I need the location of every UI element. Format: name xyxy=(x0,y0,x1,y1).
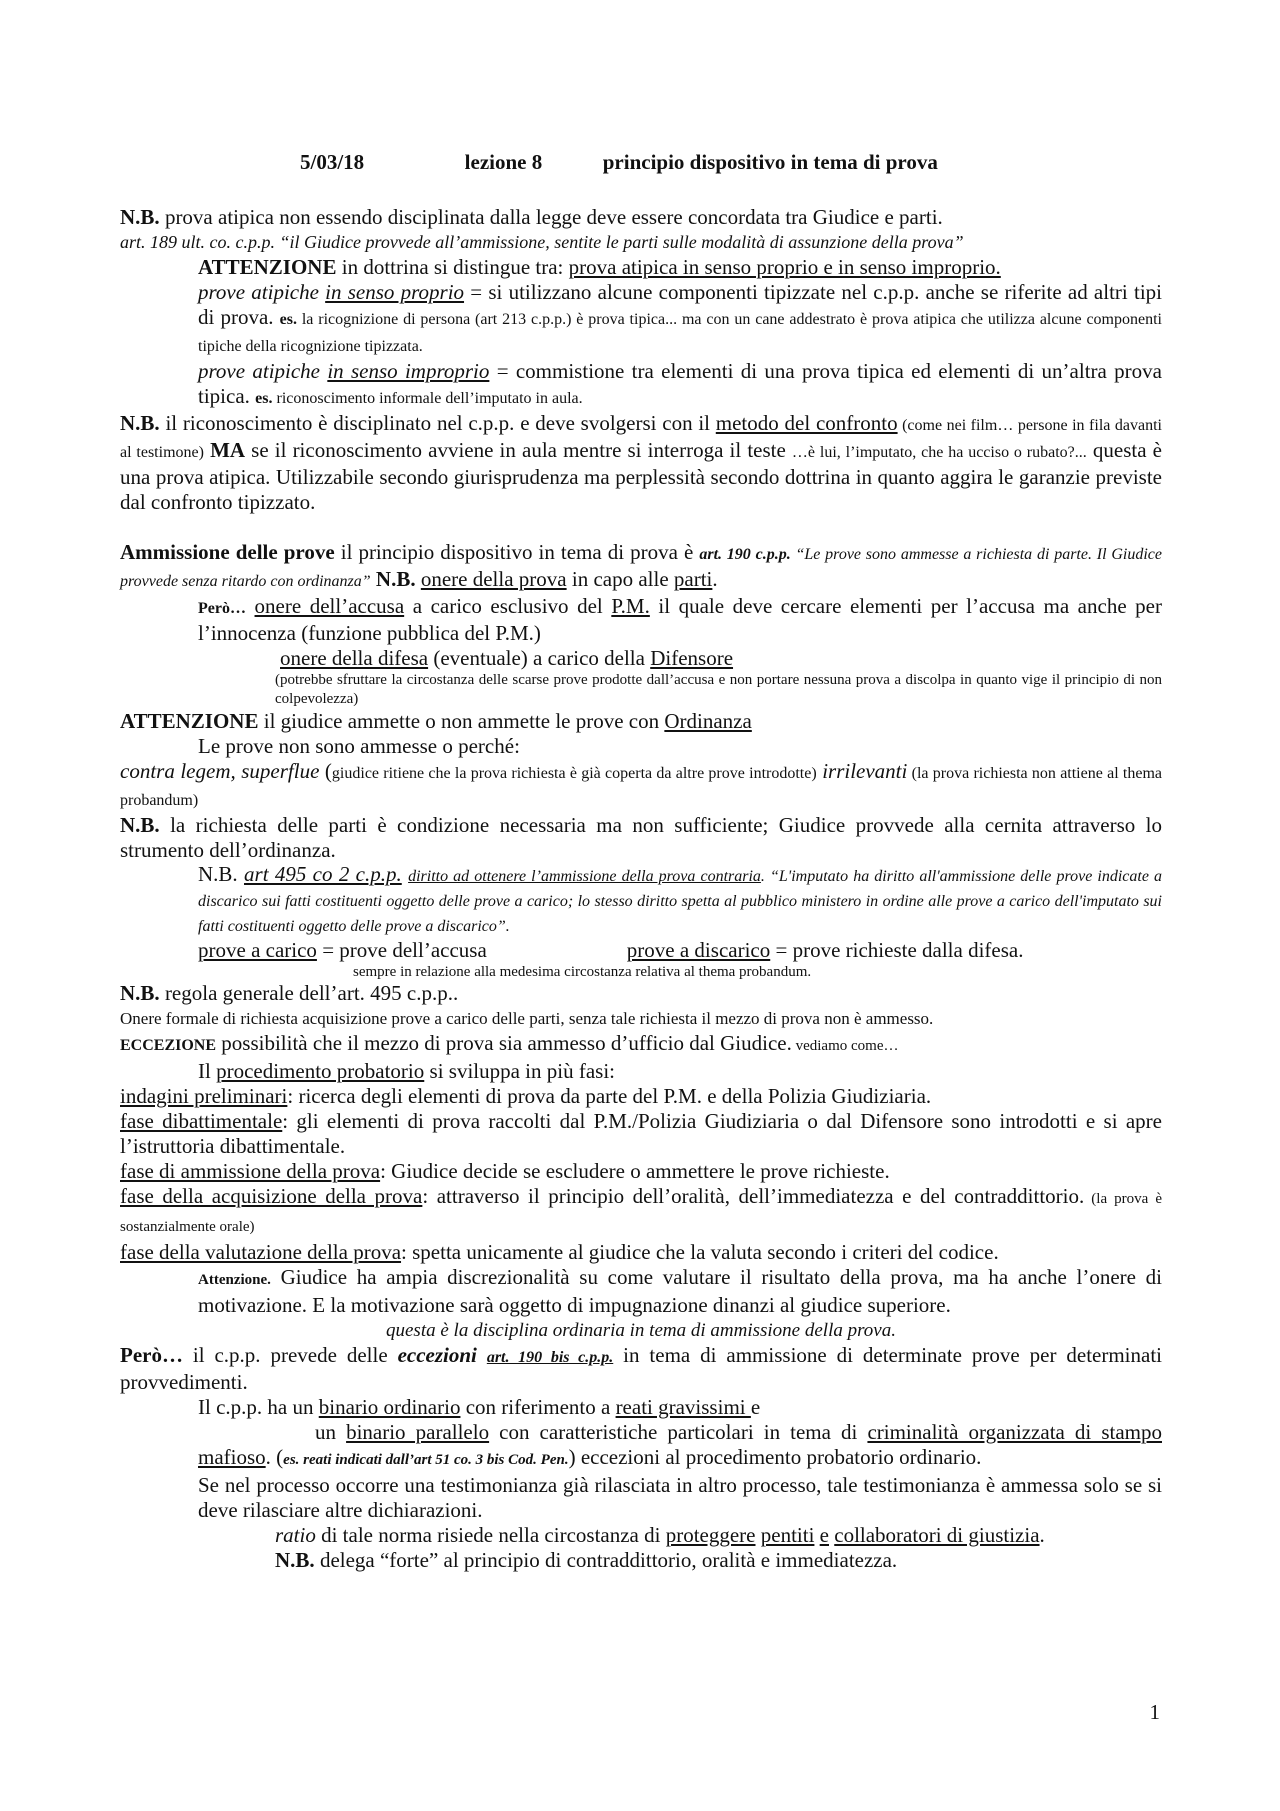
text: di tale norma risiede nella circostanza di xyxy=(315,1523,666,1547)
text: “Le prove sono ammesse a richiesta di parte. Il Giudice provvede senza ritardo con ordinanza” xyxy=(120,546,1162,590)
text: (potrebbe sfruttare la circostanza delle scarse prove prodotte dall’accusa e non portare nessuna prova a discolpa in quanto vige il principio di non colpevolezza) xyxy=(275,672,1162,707)
text: prove a discarico xyxy=(626,938,771,962)
text: (come nei film… persone in fila davanti al testimone) xyxy=(120,417,1162,461)
text: MA xyxy=(203,438,246,462)
text: Difensore xyxy=(650,646,734,670)
paragraph xyxy=(120,230,1162,255)
text: il riconoscimento è disciplinato nel c.p.p. e deve svolgersi con il xyxy=(159,411,716,435)
paragraph xyxy=(120,1059,1162,1084)
text: (la prova richiesta non attiene al thema probandum) xyxy=(120,765,1162,809)
text: prove a carico xyxy=(198,938,317,962)
text: prova atipica non essendo disciplinata dalla legge deve essere concordata tra Giudice e parti. xyxy=(159,205,943,229)
text: Onere formale di richiesta acquisizione prove a carico delle parti, senza tale richiesta il mezzo di prova non è ammesso. xyxy=(120,1009,934,1028)
text: questa è la disciplina ordinaria in tema di ammissione della prova. xyxy=(386,1320,896,1341)
text: Le prove non sono ammesse o perché: xyxy=(198,734,520,758)
text: N.B. xyxy=(120,981,160,1005)
paragraph xyxy=(120,1031,1162,1059)
text: questa è una prova atipica. Utilizzabile secondo giurisprudenza ma perplessità secondo dottrina in quanto aggira le garanzie previste dal confronto tipizzato. xyxy=(120,438,1162,514)
text: prove atipiche xyxy=(198,280,326,304)
text: : attraverso il principio dell’oralità, dell’immediatezza e del contraddittorio. xyxy=(422,1184,1085,1208)
paragraph xyxy=(120,411,1162,515)
text: Però… xyxy=(198,600,246,617)
text: …è lui, l’imputato, che ha ucciso o rubato?... xyxy=(791,444,1087,461)
paragraph xyxy=(120,963,1162,981)
text: con caratteristiche particolari in tema di xyxy=(489,1420,868,1444)
text: onere dell’accusa xyxy=(254,594,405,618)
text: in capo alle xyxy=(566,567,674,591)
paragraph xyxy=(120,1420,1162,1473)
text: possibilità che il mezzo di prova sia ammesso d’ufficio dal Giudice. xyxy=(216,1031,792,1055)
paragraph xyxy=(120,863,1162,938)
text: in senso improprio xyxy=(327,359,490,383)
text: ratio xyxy=(275,1523,316,1547)
text: : Giudice decide se escludere o ammettere le prove richieste. xyxy=(380,1159,890,1183)
text: (eventuale) a carico della xyxy=(428,646,651,670)
paragraph xyxy=(120,1318,1162,1343)
text: (la prova è sostanzialmente orale) xyxy=(120,1191,1162,1235)
text: indagini preliminari xyxy=(120,1084,288,1108)
title-date: 5/03/18 xyxy=(300,150,365,174)
paragraph xyxy=(120,734,1162,759)
text: N.B. xyxy=(198,862,245,886)
nb-label: N.B. xyxy=(120,411,160,435)
text: Ordinanza xyxy=(664,709,752,733)
text: parti xyxy=(673,567,713,591)
text: procedimento probatorio xyxy=(216,1059,425,1083)
text: ECCEZIONE xyxy=(120,1037,217,1054)
text: : gli elementi di prova raccolti dal P.M./Polizia Giudiziaria o dal Difensore sono introdotti e si apre l’istruttoria dibattimentale. xyxy=(120,1109,1162,1158)
text: il principio dispositivo in tema di prova è xyxy=(334,540,700,564)
text: la richiesta delle parti è condizione necessaria ma non sufficiente; Giudice provvede alla cernita attraverso lo strumento dell’ordinanza. xyxy=(120,813,1162,862)
paragraph xyxy=(120,1265,1162,1318)
text: ( xyxy=(319,759,332,783)
text: N.B. xyxy=(275,1548,315,1572)
text: regola generale dell’art. 495 c.p.p.. xyxy=(159,981,459,1005)
text: = prove richieste dalla difesa. xyxy=(770,938,1024,962)
label: ATTENZIONE xyxy=(198,255,337,279)
paragraph xyxy=(120,646,1162,671)
text: proteggere xyxy=(665,1523,756,1547)
text: giudice ritiene che la prova richiesta è già coperta da altre prove introdotte) xyxy=(331,765,817,782)
text: Il xyxy=(198,1059,217,1083)
text: art. 189 ult. co. c.p.p. “il Giudice provvede all’ammissione, sentite le parti sulle modalità di assunzione della prova” xyxy=(120,232,964,252)
text: art. 190 bis c.p.p. xyxy=(486,1349,614,1366)
text: con riferimento a xyxy=(460,1395,616,1419)
paragraph xyxy=(120,359,1162,411)
text: onere della difesa xyxy=(280,646,429,670)
text: N.B. xyxy=(120,813,160,837)
paragraph xyxy=(120,938,1162,963)
paragraph xyxy=(120,280,1162,359)
text: contra legem, superflue xyxy=(120,759,320,783)
text: prova atipica in senso proprio e in senso improprio. xyxy=(568,255,1001,279)
text xyxy=(477,1343,487,1367)
text: es. reati indicati dall’art 51 co. 3 bis Cod. Pen. xyxy=(283,1452,569,1468)
text: sempre in relazione alla medesima circostanza relativa al thema probandum. xyxy=(353,964,812,980)
text: = si utilizzano alcune componenti tipizzate nel c.p.p. anche se riferite ad altri tipi di prova. xyxy=(198,280,1162,329)
paragraph xyxy=(120,759,1162,813)
title-topic: principio dispositivo in tema di prova xyxy=(602,150,938,174)
paragraph xyxy=(120,205,1162,230)
page-number: 1 xyxy=(1149,1700,1160,1724)
text: reati gravissimi xyxy=(615,1395,751,1419)
text: il quale deve cercare elementi per l’accusa ma anche per l’innocenza (funzione pubblica del P.M.) xyxy=(198,594,1163,645)
text: P.M. xyxy=(611,594,650,618)
text: il c.p.p. prevede delle xyxy=(182,1343,398,1367)
text: la ricognizione di persona (art 213 c.p.p.) è prova tipica... ma con un cane addestrato è prova atipica che utilizza alcune componenti tipiche della ricognizione tipizzata. xyxy=(198,311,1162,355)
text: es. xyxy=(279,311,297,328)
nb-label: N.B. xyxy=(120,205,160,229)
paragraph xyxy=(120,1084,1162,1109)
text: Però… xyxy=(120,1343,183,1367)
paragraph xyxy=(120,1184,1162,1240)
text: art 495 co 2 c.p.p. xyxy=(244,862,402,886)
paragraph xyxy=(120,255,1162,280)
paragraph xyxy=(120,1240,1162,1265)
text xyxy=(246,594,255,618)
text: se il riconoscimento avviene in aula mentre si interroga il teste xyxy=(245,438,792,462)
text: . xyxy=(1039,1523,1045,1547)
text: diritto ad ottenere l’ammissione della prova contraria xyxy=(408,868,761,885)
paragraph xyxy=(120,813,1162,863)
text: N.B. xyxy=(370,567,416,591)
paragraph xyxy=(120,1006,1162,1031)
text: onere della prova xyxy=(420,567,567,591)
paragraph xyxy=(120,1343,1162,1395)
text: collaboratori di giustizia xyxy=(834,1523,1040,1547)
text: delega “forte” al principio di contraddittorio, oralità e immediatezza. xyxy=(314,1548,898,1572)
text: Se nel processo occorre una testimonianza già rilasciata in altro processo, tale testimonianza è ammessa solo se si deve rilasciare altre dichiarazioni. xyxy=(198,1473,1162,1522)
paragraph xyxy=(120,709,1162,734)
paragraph xyxy=(120,594,1162,646)
text: art. 190 c.p.p. xyxy=(699,546,791,563)
text: binario ordinario xyxy=(318,1395,461,1419)
paragraph xyxy=(120,981,1162,1006)
text: : spetta unicamente al giudice che la valuta secondo i criteri del codice. xyxy=(401,1240,999,1264)
paragraph xyxy=(120,1548,1162,1573)
paragraph xyxy=(120,1159,1162,1184)
text: criminalità organizzata di stampo mafioso xyxy=(198,1420,1162,1469)
text: Attenzione. xyxy=(198,1272,271,1288)
text: fase della valutazione della prova xyxy=(120,1240,402,1264)
text: = commistione tra elementi di una prova tipica ed elementi di un’altra prova tipica. xyxy=(198,359,1162,408)
paragraph xyxy=(120,1395,1162,1420)
text: ) eccezioni al procedimento probatorio ordinario. xyxy=(568,1445,982,1469)
document-body xyxy=(120,205,1162,1573)
text: vediamo come… xyxy=(791,1038,899,1054)
text: in senso proprio xyxy=(325,280,465,304)
paragraph xyxy=(120,671,1162,709)
paragraph xyxy=(120,1109,1162,1159)
paragraph xyxy=(120,1473,1162,1523)
text: e xyxy=(750,1395,761,1419)
text: es. xyxy=(255,390,273,407)
text: : ricerca degli elementi di prova da parte del P.M. e della Polizia Giudiziaria. xyxy=(287,1084,932,1108)
text: metodo del confronto xyxy=(715,411,898,435)
text: in dottrina si distingue tra: xyxy=(336,255,569,279)
text: . xyxy=(712,567,718,591)
text: . ( xyxy=(265,1445,284,1469)
text: un xyxy=(315,1420,347,1444)
text: ATTENZIONE xyxy=(120,709,259,733)
text: riconoscimento informale dell’imputato in aula. xyxy=(272,390,583,407)
text: binario parallelo xyxy=(346,1420,490,1444)
text: pentiti xyxy=(760,1523,815,1547)
page-title xyxy=(300,150,938,175)
text: prove atipiche xyxy=(198,359,328,383)
text: in tema di ammissione di determinate prove per determinati provvedimenti. xyxy=(120,1343,1163,1394)
text: Il c.p.p. ha un xyxy=(198,1395,319,1419)
text: fase dibattimentale xyxy=(120,1109,283,1133)
text: . “L'imputato ha diritto all'ammissione delle prove indicate a discarico sui fatti costituenti oggetto delle prove a carico; lo stesso diritto spetta al pubblico ministero in ordine alle prove a carico dell'imputato sui fatti costituenti oggetto delle prove a discarico”. xyxy=(198,868,1163,935)
text: si sviluppa in più fasi: xyxy=(424,1059,616,1083)
text: = prove dell’accusa xyxy=(316,938,487,962)
text: fase della acquisizione della prova xyxy=(120,1184,423,1208)
text: Giudice ha ampia discrezionalità su come valutare il risultato della prova, ma ha anche l’onere di motivazione. E la motivazione sarà oggetto di impugnazione dinanzi al giudice superiore. xyxy=(198,1265,1162,1317)
text: e xyxy=(819,1523,829,1547)
text: il giudice ammette o non ammette le prove con xyxy=(258,709,665,733)
text: Ammissione delle prove xyxy=(120,540,335,564)
text: eccezioni xyxy=(397,1343,477,1367)
text: fase di ammissione della prova xyxy=(120,1159,381,1183)
text: irrilevanti xyxy=(816,759,908,783)
title-lesson: lezione 8 xyxy=(464,150,543,174)
paragraph xyxy=(120,1523,1162,1548)
text: a carico esclusivo del xyxy=(404,594,612,618)
paragraph xyxy=(120,540,1162,594)
